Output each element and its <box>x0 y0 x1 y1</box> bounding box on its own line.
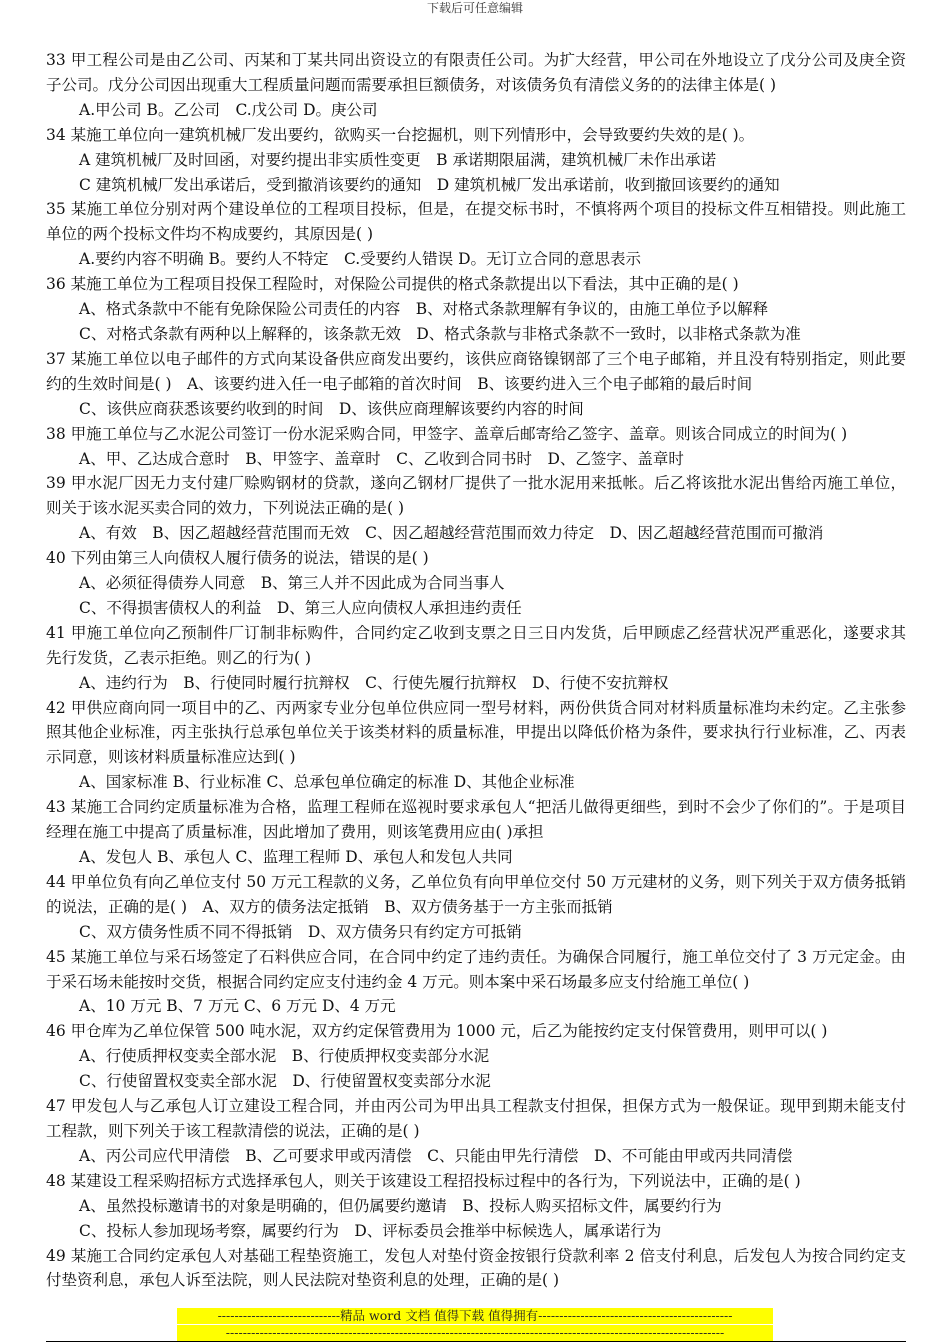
question-text: 38 甲施工单位与乙水泥公司签订一份水泥采购合同，甲签字、盖章后邮寄给乙签字、盖章。则该合同成立的时间为( ) <box>46 424 848 443</box>
answer-options: A.甲公司 B。乙公司 C.戊公司 D。庚公司 <box>79 100 378 119</box>
question-text: 35 某施工单位分别对两个建设单位的工程项目投标，但是，在提交标书时，不慎将两个项目的投标文件互相错投。则此施工单位的两个投标文件均不构成要约，其原因是( ) <box>46 200 906 244</box>
footer-rule-dashes: ---------------------------------------------------------------------------------------------------------------------- <box>177 1325 773 1341</box>
footer-banner: -----------------------------精品 word 文档 值得下载 值得拥有---------------------------------------------- <box>177 1308 773 1324</box>
answer-options: C、投标人参加现场考察，属要约行为 D、评标委员会推举中标候选人，属承诺行为 <box>79 1221 662 1240</box>
answer-options: A、甲、乙达成合意时 B、甲签字、盖章时 C、乙收到合同书时 D、乙签字、盖章时 <box>79 449 684 468</box>
question-text: 37 某施工单位以电子邮件的方式向某设备供应商发出要约，该供应商铬镍钢部了三个电子邮箱，并且没有特别指定，则此要约的生效时间是( ) A、该要约进入任一电子邮箱的首次时间 B、该要约进入三个电子邮箱的最后时间 <box>46 349 906 393</box>
answer-options: A.要约内容不明确 B。要约人不特定 C.受要约人错误 D。无订立合同的意思表示 <box>79 250 642 269</box>
question-text: 46 甲仓库为乙单位保管 500 吨水泥，双方约定保管费用为 1000 元，后乙为能按约定支付保管费用，则甲可以( ) <box>46 1022 828 1041</box>
answer-options: C、该供应商获悉该要约收到的时间 D、该供应商理解该要约内容的时间 <box>79 399 584 418</box>
answer-options: C、双方债务性质不同不得抵销 D、双方债务只有约定方可抵销 <box>79 922 522 941</box>
answer-options: C、不得损害债权人的利益 D、第三人应向债权人承担违约责任 <box>79 598 522 617</box>
question-text: 47 甲发包人与乙承包人订立建设工程合同，并由丙公司为甲出具工程款支付担保，担保方式为一般保证。现甲到期未能支付工程款，则下列关于该工程款清偿的说法，正确的是( ) <box>46 1097 906 1140</box>
answer-options: A、发包人 B、承包人 C、监理工程师 D、承包人和发包人共同 <box>79 848 513 866</box>
question-text: 40 下列由第三人向债权人履行债务的说法，错误的是( ) <box>46 549 429 568</box>
question-text: 34 某施工单位向一建筑机械厂发出要约，欲购买一台挖掘机，则下列情形中，会导致要约失效的是( )。 <box>46 125 755 144</box>
answer-options: A、格式条款中不能有免除保险公司责任的内容 B、对格式条款理解有争议的，由施工单位予以解释 <box>79 300 769 319</box>
page-header: 下载后可任意编辑 <box>426 1 523 15</box>
answer-options: C 建筑机械厂发出承诺后，受到撤消该要约的通知 D 建筑机械厂发出承诺前，收到撤回该要约的通知 <box>79 175 780 194</box>
answer-options: A、违约行为 B、行使同时履行抗辩权 C、行使先履行抗辩权 D、行使不安抗辩权 <box>79 673 669 692</box>
answer-options: A、虽然投标邀请书的对象是明确的，但仍属要约邀请 B、投标人购买招标文件，属要约行为 <box>79 1196 722 1215</box>
answer-options: A、丙公司应代甲清偿 B、乙可要求甲或丙清偿 C、只能由甲先行清偿 D、不可能由甲或丙共同清偿 <box>79 1146 793 1165</box>
question-text: 41 甲施工单位向乙预制件厂订制非标购件，合同约定乙收到支票之日三日内发货，后甲顾虑乙经营状况严重恶化，遂要求其先行发货，乙表示拒绝。则乙的行为( ) <box>46 623 906 667</box>
question-text: 39 甲水泥厂因无力支付建厂赊购钢材的贷款，遂向乙钢材厂提供了一批水泥用来抵帐。后乙将该批水泥出售给丙施工单位，则关于该水泥买卖合同的效力，下列说法正确的是( ) <box>46 474 906 518</box>
answer-options: A、国家标准 B、行业标准 C、总承包单位确定的标准 D、其他企业标准 <box>79 773 575 792</box>
answer-options: C、对格式条款有两种以上解释的，该条款无效 D、格式条款与非格式条款不一致时，以非格式条款为准 <box>79 324 801 343</box>
answer-options: C、行使留置权变卖全部水泥 D、行使留置权变卖部分水泥 <box>79 1072 491 1091</box>
question-list <box>46 48 906 1293</box>
answer-options: A 建筑机械厂及时回函，对要约提出非实质性变更 B 承诺期限届满，建筑机械厂未作出承诺 <box>79 150 716 169</box>
answer-options: A、10 万元 B、7 万元 C、6 万元 D、4 万元 <box>79 997 396 1016</box>
question-text: 49 某施工合同约定承包人对基础工程垫资施工，发包人对垫付资金按银行贷款利率 2 倍支付利息，后发包人为按合同约定支付垫资利息，承包人诉至法院，则人民法院对垫资利息的处理，正确的是( ) <box>46 1246 906 1290</box>
bottom-rule <box>46 1341 906 1342</box>
answer-options: A、行使质押权变卖全部水泥 B、行使质押权变卖部分水泥 <box>79 1047 490 1066</box>
question-text: 33 甲工程公司是由乙公司、丙某和丁某共同出资设立的有限责任公司。为扩大经营，甲公司在外地设立了戊分公司及庚全资子公司。戊分公司因出现重大工程质量问题而需要承担巨额债务，对该债务负有清偿义务的的法律主体是( ) <box>46 51 906 94</box>
answer-options: A、必须征得债券人同意 B、第三人并不因此成为合同当事人 <box>79 574 505 593</box>
question-text: 42 甲供应商向同一项目中的乙、丙两家专业分包单位供应同一型号材料，两份供货合同对材料质量标准均未约定。乙主张参照其他企业标准，丙主张执行总承包单位关于该类材料的质量标准，甲提出以降低价格为条件，要求执行行业标准，乙、丙表示同意，则该材料质量标准应达到( ) <box>46 698 906 767</box>
question-text: 36 某施工单位为工程项目投保工程险时，对保险公司提供的格式条款提出以下看法，其中正确的是( ) <box>46 275 739 294</box>
question-text: 44 甲单位负有向乙单位支付 50 万元工程款的义务，乙单位负有向甲单位交付 50 万元建材的义务，则下列关于双方债务抵销的说法，正确的是( ) A、双方的债务法定抵销 B、双方债务基于一方主张而抵销 <box>46 872 906 916</box>
answer-options: A、有效 B、因乙超越经营范围而无效 C、因乙超越经营范围而效力待定 D、因乙超越经营范围而可撤消 <box>79 524 824 543</box>
question-text: 45 某施工单位与采石场签定了石料供应合同，在合同中约定了违约责任。为确保合同履行，施工单位交付了 3 万元定金。由于采石场未能按时交货，根据合同约定应支付违约金 4 万元。则本案中采石场最多应支付给施工单位( ) <box>46 947 906 991</box>
question-text: 48 某建设工程采购招标方式选择承包人，则关于该建设工程招投标过程中的各行为，下列说法中，正确的是( ) <box>46 1171 801 1190</box>
question-text: 43 某施工合同约定质量标准为合格，监理工程师在巡视时要求承包人“把活儿做得更细些，到时不会少了你们的”。于是项目经理在施工中提高了质量标准，因此增加了费用，则该笔费用应由( )承担 <box>46 798 906 842</box>
